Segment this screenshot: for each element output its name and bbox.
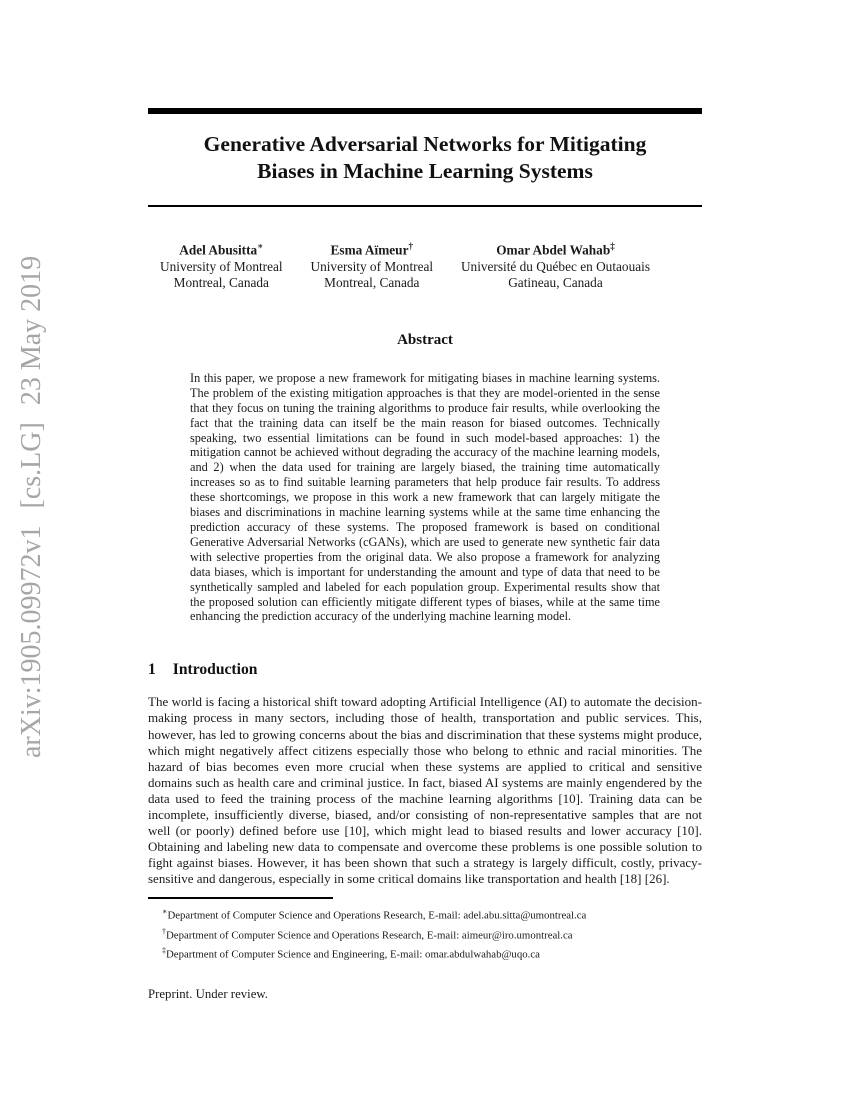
introduction-body: The world is facing a historical shift toward adopting Artificial Intelligence (AI) to automate the decision-making process in many sectors, including those of health, transportation and public services. This, however, has led to growing concerns about the bias and discrimination that these systems might produce, which might negatively affect citizens especially those who belong to ethnic and racial minorities. The hazard of bias becomes even more crucial when these systems are applied to critical and sensitive domains such as health care and criminal justice. In fact, biased AI systems are mainly engendered by the data used to feed the training process of the machine learning algorithms [10]. Training data can be incomplete, insufficiently diverse, biased, and/or consisting of non-representative samples that are not well (or poorly) defined before use [10], which might lead to biased results and lower accuracy [10]. Obtaining and labeling new data to compensate and overcome these problems is one possible solution to fight against biases. However, it has been shown that such a strategy is largely difficult, costly, privacy-sensitive and dangerous, especially in some critical domains like transportation and health [18] [26]. — [148, 694, 702, 887]
footnote-marker: ‡ — [162, 946, 166, 956]
footnote-text: Department of Computer Science and Engineering, E-mail: omar.abdulwahab@uqo.ca — [166, 948, 540, 961]
preprint-notice: Preprint. Under review. — [148, 986, 268, 1001]
author-name — [160, 238, 283, 259]
arxiv-watermark — [16, 243, 48, 758]
author-name-text: Esma Aïmeur — [330, 242, 409, 258]
author-affiliation: Université du Québec en Outaouais — [460, 258, 650, 274]
author-location: Gatineau, Canada — [508, 275, 603, 291]
abstract-heading: Abstract — [397, 331, 453, 348]
author-footnote-marker: ‡ — [610, 241, 615, 251]
page-content — [148, 0, 702, 1002]
author-name-text: Adel Abusitta — [179, 242, 258, 258]
arxiv-category: [cs.LG] — [16, 422, 47, 509]
author-affiliation: University of Montreal — [310, 258, 434, 274]
arxiv-id: arXiv:1905.09972v1 — [16, 525, 47, 758]
footnote-text: Department of Computer Science and Operations Research, E-mail: aimeur@iro.umontreal.ca — [166, 929, 573, 942]
arxiv-date: 23 May 2019 — [16, 255, 47, 406]
author-affiliation: University of Montreal — [160, 258, 283, 274]
footnote-3 — [148, 943, 702, 963]
section-number: 1 — [148, 661, 156, 679]
footnote-marker: ∗ — [162, 906, 168, 916]
authors-row — [160, 238, 650, 292]
author-footnote-marker: ∗ — [257, 241, 264, 251]
title-rule — [148, 205, 702, 207]
footnotes — [148, 904, 702, 963]
footnote-2 — [148, 924, 702, 944]
author-location: Montreal, Canada — [324, 275, 420, 291]
paper-title-line1: Generative Adversarial Networks for Mitigating — [203, 132, 647, 156]
paper-title — [148, 131, 702, 185]
paper-title-line2: Biases in Machine Learning Systems — [257, 159, 593, 183]
author-block-1 — [160, 238, 283, 292]
abstract-body: In this paper, we propose a new framework for mitigating biases in machine learning systems. The problem of the existing mitigation approaches is that they are model-oriented in the sense that they focus on tuning the training algorithms to produce fair results, while overlooking the fact that the training data can itself be the main reason for biased outcomes. Technically speaking, two essential limitations can be found in such model-based approaches: 1) the mitigation cannot be achieved without degrading the accuracy of the machine learning models, and 2) when the data used for training are largely biased, the training time automatically increases so as to find suitable learning parameters that help produce fair results. To address these shortcomings, we propose in this work a new framework that can largely mitigate the biases and discriminations in machine learning systems while at the same time enhancing the prediction accuracy of these systems. The proposed framework is based on conditional Generative Adversarial Networks (cGANs), which are used to generate new synthetic fair data with selective properties from the original data. We also propose a framework for analyzing data biases, which is important for understanding the amount and type of data that need to be synthetically sampled and labeled for each population group. Experimental results show that the proposed solution can efficiently mitigate different types of biases, while at the same time enhancing the prediction accuracy of the underlying machine learning model. — [190, 370, 660, 624]
section-title: Introduction — [172, 661, 258, 679]
author-footnote-marker: † — [408, 241, 413, 251]
author-name — [310, 238, 433, 259]
author-location: Montreal, Canada — [173, 275, 269, 291]
footnote-text: Department of Computer Science and Operations Research, E-mail: adel.abu.sitta@umontreal.ca — [167, 909, 587, 922]
footnote-rule — [148, 897, 333, 899]
author-block-3 — [461, 238, 650, 292]
footnote-marker: † — [162, 926, 166, 936]
author-name — [461, 238, 650, 259]
footnote-1 — [148, 904, 702, 924]
author-block-2 — [310, 238, 433, 292]
top-rule — [148, 108, 702, 114]
section-heading-introduction — [148, 660, 702, 679]
author-name-text: Omar Abdel Wahab — [496, 242, 611, 258]
